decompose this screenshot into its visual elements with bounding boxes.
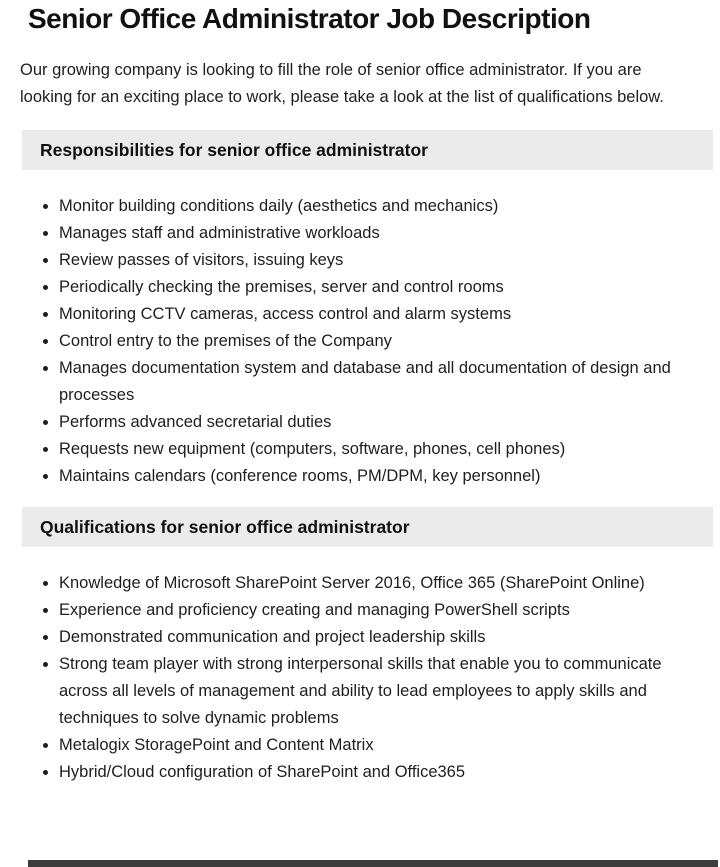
bottom-partial-bar bbox=[28, 860, 718, 867]
list-item: • Manages documentation system and database and all documentation of design and processes bbox=[59, 355, 698, 409]
list-item: • Performs advanced secretarial duties bbox=[59, 409, 698, 436]
list-item: • Control entry to the premises of the Company bbox=[59, 328, 698, 355]
qualifications-list bbox=[0, 570, 698, 786]
responsibilities-heading: Responsibilities for senior office administrator bbox=[22, 130, 713, 170]
list-item: • Demonstrated communication and project leadership skills bbox=[59, 624, 698, 651]
list-item: • Periodically checking the premises, server and control rooms bbox=[59, 274, 698, 301]
qualifications-heading: Qualifications for senior office administrator bbox=[22, 507, 713, 547]
list-item: • Knowledge of Microsoft SharePoint Server 2016, Office 365 (SharePoint Online) bbox=[59, 570, 698, 597]
intro-paragraph: Our growing company is looking to fill the role of senior office administrator. If you are looking for an exciting place to work, please take a look at the list of qualifications below. bbox=[20, 61, 664, 106]
qualifications-section bbox=[0, 507, 720, 786]
list-item: • Manages staff and administrative workloads bbox=[59, 220, 698, 247]
list-item: • Hybrid/Cloud configuration of SharePoint and Office365 bbox=[59, 759, 698, 786]
list-item: • Monitor building conditions daily (aesthetics and mechanics) bbox=[59, 193, 698, 220]
list-item: • Monitoring CCTV cameras, access control and alarm systems bbox=[59, 301, 698, 328]
page-title: Senior Office Administrator Job Description bbox=[28, 3, 591, 34]
list-item: • Strong team player with strong interpersonal skills that enable you to communicate across all levels of management and ability to lead employees to apply skills and techniques to solve dynamic problems bbox=[59, 651, 698, 732]
list-item: • Requests new equipment (computers, software, phones, cell phones) bbox=[59, 436, 698, 463]
list-item: • Review passes of visitors, issuing keys bbox=[59, 247, 698, 274]
list-item: • Experience and proficiency creating and managing PowerShell scripts bbox=[59, 597, 698, 624]
list-item: • Metalogix StoragePoint and Content Matrix bbox=[59, 732, 698, 759]
list-item: • Maintains calendars (conference rooms, PM/DPM, key personnel) bbox=[59, 463, 698, 490]
responsibilities-section bbox=[0, 130, 720, 490]
responsibilities-list bbox=[0, 193, 698, 490]
